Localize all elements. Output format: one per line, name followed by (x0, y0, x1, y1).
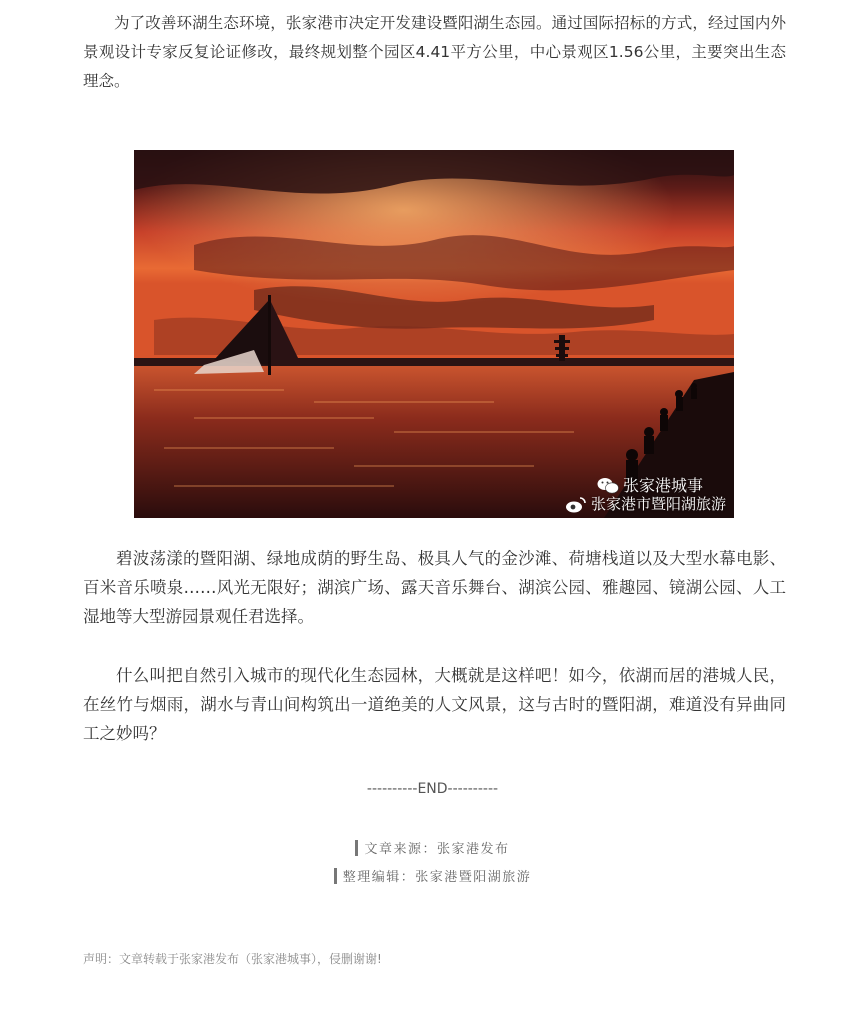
watermark-source: 张家港市暨阳湖旅游 (590, 495, 726, 513)
editor-label: 整理编辑：张家港暨阳湖旅游 (342, 870, 532, 885)
disclaimer: 声明：文章转载于张家港发布（张家港城事），侵删谢谢! (83, 952, 382, 966)
source-credit (0, 838, 865, 857)
paragraph-closing: 什么叫把自然引入城市的现代化生态园林，大概就是这样吧！如今，依湖而居的港城人民，在丝竹与烟雨，湖水与青山间构筑出一道绝美的人文风景，这与古时的暨阳湖，难道没有异曲同工之妙吗？ (83, 666, 786, 743)
watermark-account: 张家港城事 (622, 476, 703, 495)
paragraph-attractions: 碧波荡漾的暨阳湖、绿地成荫的野生岛、极具人气的金沙滩、荷塘栈道以及大型水幕电影、百米音乐喷泉……风光无限好；湖滨广场、露天音乐舞台、湖滨公园、雅趣园、镜湖公园、人工湿地等大型游园景观任君选择。 (83, 549, 786, 626)
sunset-lake-photo (134, 150, 734, 518)
wechat-icon (597, 477, 619, 495)
credit-bar (334, 868, 337, 884)
photo-illustration (134, 150, 734, 518)
source-label: 文章来源：张家港发布 (364, 842, 510, 857)
credit-bar (355, 840, 358, 856)
editor-credit (0, 866, 865, 885)
end-marker: ----------END---------- (366, 781, 499, 797)
photo-watermark (565, 476, 726, 514)
weibo-icon (565, 496, 587, 514)
paragraph-intro: 为了改善环湖生态环境，张家港市决定开发建设暨阳湖生态园。通过国际招标的方式，经过国内外景观设计专家反复论证修改，最终规划整个园区4.41平方公里，中心景观区1.56公里，主要突出生态理念。 (83, 14, 786, 90)
